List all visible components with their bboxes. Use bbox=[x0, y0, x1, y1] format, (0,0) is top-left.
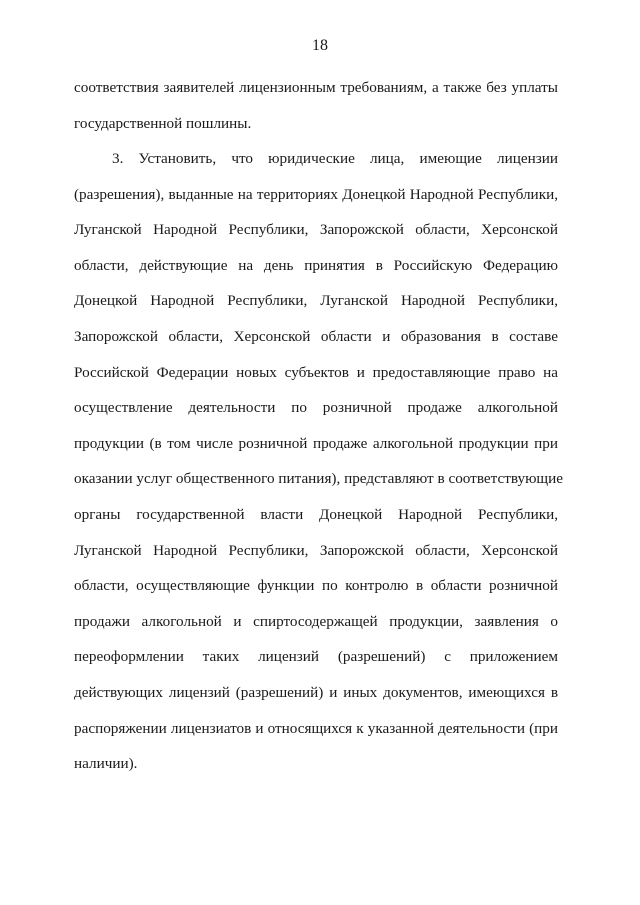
text-line: распоряжении лицензиатов и относящихся к указанной деятельности (при bbox=[74, 719, 558, 737]
text-line: наличии). bbox=[74, 755, 138, 773]
text-line: Луганской Народной Республики, Запорожской области, Херсонской bbox=[74, 541, 558, 559]
text-line: оказании услуг общественного питания), представляют в соответствующие bbox=[74, 470, 563, 488]
text-line: переоформлении таких лицензий (разрешений) с приложением bbox=[74, 648, 558, 666]
text-line: государственной пошлины. bbox=[74, 114, 252, 132]
paragraph-continuation bbox=[74, 78, 558, 149]
text-line: соответствия заявителей лицензионным требованиям, а также без уплаты bbox=[74, 79, 558, 96]
text-line: осуществление деятельности по розничной продаже алкогольной bbox=[74, 399, 558, 417]
text-line: области, осуществляющие функции по контролю в области розничной bbox=[74, 577, 558, 595]
text-line: Российской Федерации новых субъектов и предоставляющие право на bbox=[74, 363, 558, 381]
text-line: Донецкой Народной Республики, Луганской Народной Республики, bbox=[74, 292, 558, 310]
page-number: 18 bbox=[312, 37, 328, 54]
text-line: Луганской Народной Республики, Запорожской области, Херсонской bbox=[74, 221, 558, 239]
text-line: действующих лицензий (разрешений) и иных документов, имеющихся в bbox=[74, 683, 558, 701]
text-line: продукции (в том числе розничной продаже алкогольной продукции при bbox=[74, 434, 558, 452]
text-line: области, действующие на день принятия в Российскую Федерацию bbox=[74, 256, 558, 274]
text-line: продажи алкогольной и спиртосодержащей продукции, заявления о bbox=[74, 612, 558, 630]
paragraph-item-3 bbox=[74, 149, 563, 790]
text-line: органы государственной власти Донецкой Народной Республики, bbox=[74, 505, 558, 523]
text-line: 3. Установить, что юридические лица, имеющие лицензии bbox=[112, 150, 558, 167]
text-line: Запорожской области, Херсонской области и образования в составе bbox=[74, 327, 558, 345]
text-line: (разрешения), выданные на территориях Донецкой Народной Республики, bbox=[74, 185, 558, 203]
